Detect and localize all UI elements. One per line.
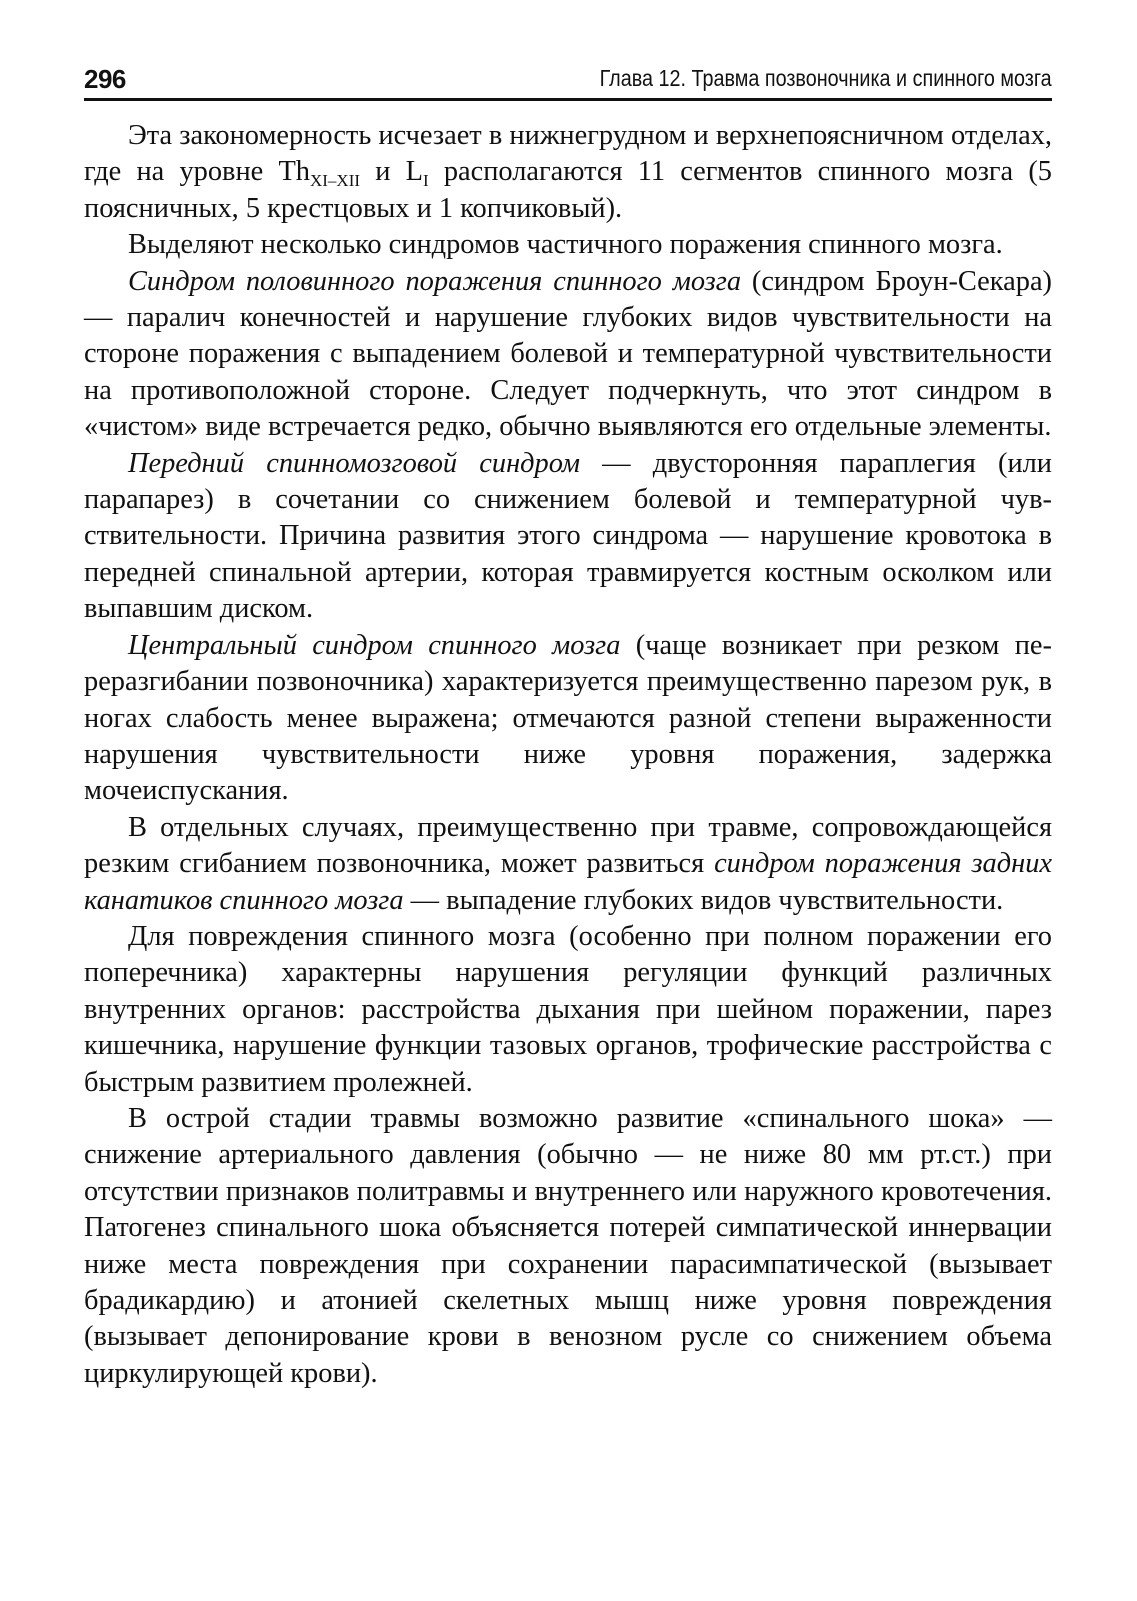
paragraph	[84, 628, 1052, 810]
paragraph-text: В острой стадии травмы возможно развитие «спинального шока» — снижение артериального давления (обычно — не ниже 80 мм рт.ст.) при отсутствии признаков политравмы и внутреннего или наружного кровотечения. Патогенез спинального шока объясняется потерей симпатической иннервации ниже места повреждения при сохранении парасимпатической (вызывает брадикардию) и атонией скелетных мышц ниже уровня повреждения (вызывает депонирование крови в венозном русле со снижением объема циркулирующей крови).	[84, 1102, 1052, 1389]
running-head: Глава 12. Травма позвоночника и спинного мозга	[599, 65, 1052, 91]
paragraph	[84, 1101, 1052, 1392]
paragraph	[84, 446, 1052, 628]
paragraph-text: В отдельных случаях, преимущественно при травме, сопровождающейся резким сгибанием позвоночника, может развиться	[84, 811, 1052, 880]
paragraph	[84, 118, 1052, 227]
syndrome-term: Синдром половинного поражения спинного мозга	[128, 265, 742, 297]
paragraph-text: Выделяют несколько синдромов частичного поражения спинного мозга.	[128, 229, 1003, 261]
paragraph	[84, 227, 1052, 263]
syndrome-term: синдром поражения задних канатиков спинного мозга	[84, 848, 1052, 916]
paragraph-text: — выпадение глубоких видов чувствительности.	[403, 884, 1004, 916]
paragraph-text: (синдром Броун-Секара) — паралич конечностей и нарушение глубоких видов чувствительности на стороне поражения с выпадением болевой и температурной чувствительности на противоположной стороне. Следует подчеркнуть, что этот синдром в «чистом» виде встречается редко, обычно выявляются его отдельные элементы.	[84, 265, 1052, 443]
paragraph-text: и L	[360, 156, 423, 188]
page-number: 296	[84, 64, 126, 94]
subscript: XI–XII	[309, 171, 361, 191]
body-text	[84, 118, 1052, 1392]
paragraph-text: (чаще возникает при резком переразгибании позвоночника) характеризуется преимущественно парезом рук, в ногах слабость менее выражена; отмечаются разной степени выраженности нарушения чувствительности ниже уровня поражения, задержка мочеиспускания.	[84, 629, 1052, 807]
paragraph-text: Для повреждения спинного мозга (особенно при полном поражении его поперечника) характерны нарушения регуляции функций различных внутренних органов: расстройства дыхания при шейном поражении, парез кишечника, нарушение функции тазовых органов, трофические расстройства с быстрым развитием пролежней.	[84, 920, 1052, 1098]
syndrome-term: Передний спинномозговой синдром	[128, 447, 580, 479]
subscript: I	[422, 171, 429, 191]
paragraph	[84, 264, 1052, 446]
paragraph-text: — двусторонняя параплегия (или парапарез) в сочетании со снижением болевой и температурной чувствительности. Причина развития этого синдрома — нарушение кровотока в передней спинальной артерии, которая травмируется костным осколком или выпавшим диском.	[84, 447, 1053, 625]
paragraph-text: Эта закономерность исчезает в нижнегрудном и верхнепоясничном отделах, где на уровне Th	[84, 120, 1052, 188]
paragraph	[84, 810, 1052, 919]
syndrome-term: Центральный синдром спинного мозга	[128, 629, 621, 661]
page-header	[84, 58, 1052, 101]
paragraph	[84, 919, 1052, 1101]
paragraph-text: располагаются 11 сегментов спинного мозга (5 поясничных, 5 крестцовых и 1 копчиковый).	[84, 156, 1053, 224]
